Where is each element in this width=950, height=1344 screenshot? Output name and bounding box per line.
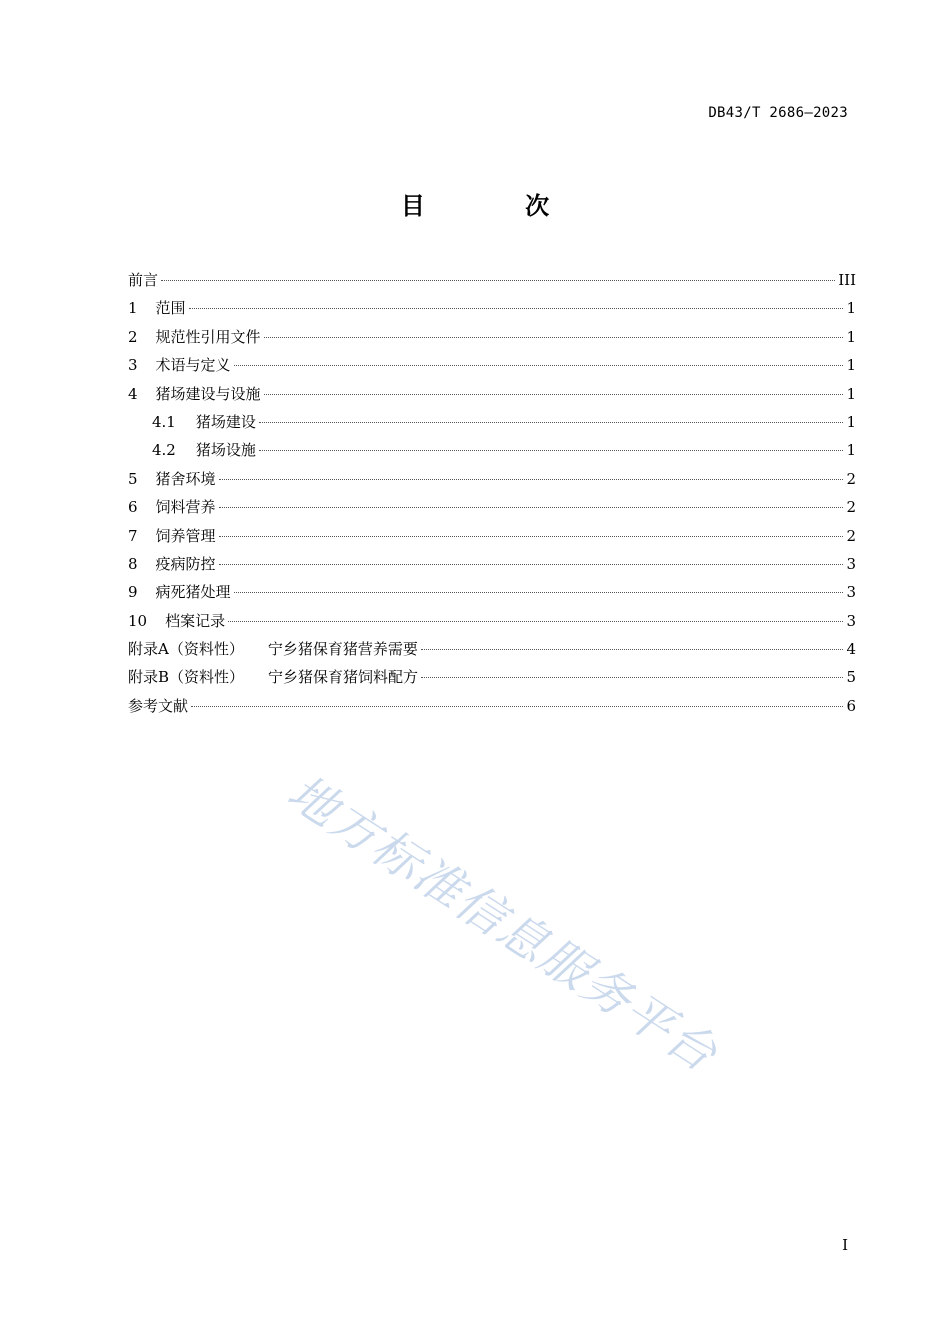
page-title: 目 次 [400, 192, 596, 220]
toc-entry[interactable] [128, 522, 856, 550]
table-of-contents [128, 266, 856, 720]
watermark: 地方标准信息服务平台 [277, 764, 728, 1084]
toc-entry[interactable] [128, 493, 856, 521]
toc-entry-number: 4.2 [152, 441, 176, 460]
toc-dot-leader [421, 649, 843, 650]
toc-entry-title: 病死猪处理 [155, 583, 231, 602]
toc-entry-page: 1 [846, 441, 856, 460]
toc-entry-label [128, 578, 231, 606]
toc-dot-leader [228, 621, 843, 622]
toc-entry-page: 1 [846, 384, 856, 403]
toc-entry-title: 范围 [155, 299, 186, 318]
toc-entry-title: 猪场建设 [195, 412, 256, 431]
toc-entry-number: 7 [128, 526, 138, 545]
toc-entry-page: 3 [846, 611, 856, 630]
toc-dot-leader [189, 308, 843, 309]
toc-entry-title: 前言 [128, 271, 159, 289]
page-number: I [842, 1236, 848, 1254]
toc-entry-number: 9 [128, 583, 138, 602]
toc-entry-title: 宁乡猪保育猪饲料配方 [268, 668, 419, 687]
toc-entry[interactable] [128, 436, 856, 464]
toc-dot-leader [219, 536, 843, 537]
toc-dot-leader [421, 677, 843, 678]
toc-dot-leader [161, 280, 835, 281]
toc-entry[interactable] [128, 663, 856, 691]
toc-entry[interactable] [128, 323, 856, 351]
toc-entry-label [128, 522, 216, 550]
toc-entry[interactable] [128, 294, 856, 322]
toc-entry-page: 3 [846, 583, 856, 602]
toc-entry-number: 1 [128, 299, 138, 318]
toc-entry-page: 2 [846, 498, 856, 517]
toc-entry-page: 1 [846, 412, 856, 431]
toc-entry-title: 饲料营养 [155, 498, 216, 517]
toc-entry-page: 2 [846, 469, 856, 488]
toc-entry-label [128, 294, 186, 322]
toc-entry[interactable] [128, 607, 856, 635]
toc-entry-label [128, 607, 225, 635]
toc-entry-number: 附录A（资料性） [128, 640, 244, 659]
toc-dot-leader [219, 507, 843, 508]
toc-entry-number: 4 [128, 384, 138, 403]
toc-entry-title: 猪场设施 [195, 441, 256, 460]
toc-dot-leader [234, 365, 843, 366]
toc-dot-leader [234, 592, 843, 593]
toc-dot-leader [219, 564, 843, 565]
toc-entry-page: III [838, 271, 856, 289]
toc-dot-leader [219, 479, 843, 480]
toc-entry-label [152, 436, 256, 464]
toc-entry[interactable] [128, 351, 856, 379]
toc-entry-title: 饲养管理 [155, 526, 216, 545]
toc-entry-number: 8 [128, 554, 138, 573]
toc-entry-label [128, 465, 216, 493]
toc-entry-title: 疫病防控 [155, 554, 216, 573]
toc-entry[interactable] [128, 465, 856, 493]
toc-dot-leader [259, 450, 843, 451]
toc-entry[interactable] [128, 380, 856, 408]
toc-entry-page: 3 [846, 554, 856, 573]
toc-entry-page: 2 [846, 526, 856, 545]
toc-entry-label [128, 635, 418, 663]
toc-entry-page: 1 [846, 327, 856, 346]
toc-entry-label [128, 550, 216, 578]
toc-entry-page: 5 [846, 668, 856, 687]
toc-entry-title: 猪场建设与设施 [155, 384, 261, 403]
toc-entry-label [128, 351, 231, 379]
toc-entry-page: 6 [846, 696, 856, 715]
toc-entry[interactable] [128, 408, 856, 436]
toc-dot-leader [264, 394, 843, 395]
standard-code: DB43/T 2686—2023 [708, 105, 848, 121]
toc-entry-number: 4.1 [152, 412, 176, 431]
toc-entry-number: 附录B（资料性） [128, 668, 245, 687]
toc-entry-title: 宁乡猪保育猪营养需要 [267, 640, 418, 659]
toc-entry-page: 1 [846, 299, 856, 318]
toc-entry-label [128, 323, 261, 351]
toc-entry-title: 档案记录 [165, 611, 226, 630]
toc-entry[interactable] [128, 578, 856, 606]
toc-entry-number: 5 [128, 469, 138, 488]
toc-entry-number: 2 [128, 327, 138, 346]
toc-entry-title: 参考文献 [128, 696, 189, 715]
toc-dot-leader [264, 337, 843, 338]
toc-entry[interactable] [128, 692, 856, 720]
toc-entry-label [128, 692, 188, 720]
toc-entry-page: 1 [846, 356, 856, 375]
toc-entry-number: 10 [128, 611, 148, 630]
toc-entry[interactable] [128, 266, 856, 294]
toc-dot-leader [259, 422, 843, 423]
toc-entry-title: 术语与定义 [155, 356, 231, 375]
toc-entry[interactable] [128, 635, 856, 663]
toc-entry-title: 规范性引用文件 [155, 327, 261, 346]
toc-entry[interactable] [128, 550, 856, 578]
toc-entry-page: 4 [846, 640, 856, 659]
toc-dot-leader [191, 706, 843, 707]
toc-entry-label [128, 493, 216, 521]
toc-entry-number: 6 [128, 498, 138, 517]
toc-entry-label [152, 408, 256, 436]
toc-entry-label [128, 380, 261, 408]
toc-entry-number: 3 [128, 356, 138, 375]
toc-entry-label [128, 663, 418, 691]
toc-entry-title: 猪舍环境 [155, 469, 216, 488]
toc-entry-label [128, 266, 158, 294]
